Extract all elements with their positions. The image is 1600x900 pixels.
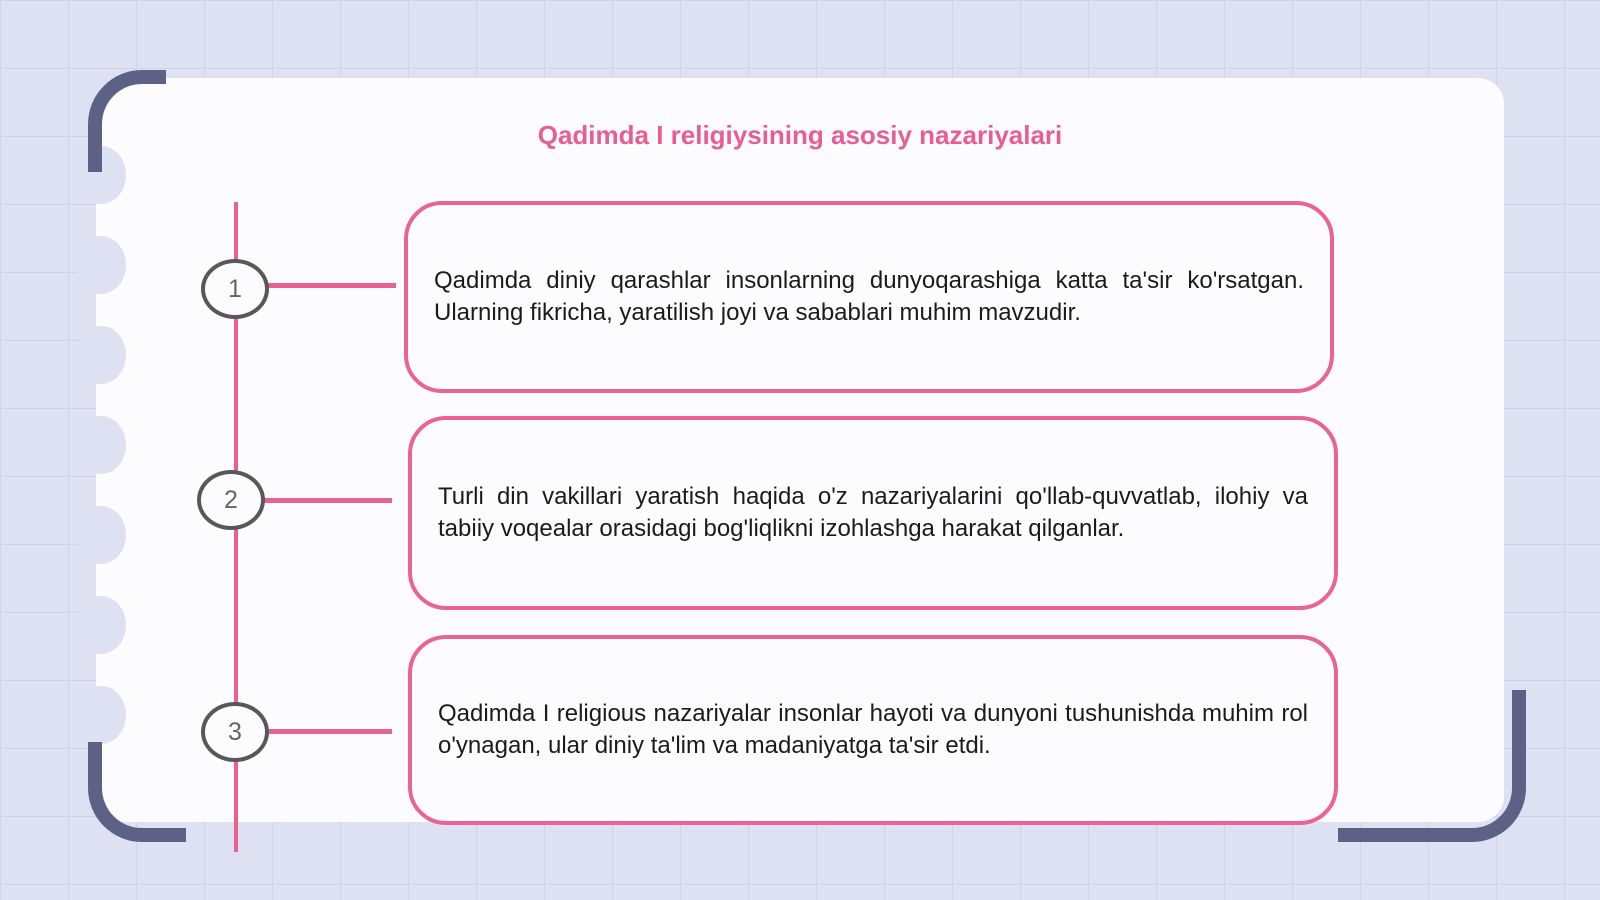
step-number-1: 1 bbox=[201, 259, 269, 319]
corner-bracket-top-left bbox=[88, 70, 166, 172]
card-notch bbox=[76, 416, 126, 474]
card-notch bbox=[76, 326, 126, 384]
card-notch bbox=[76, 596, 126, 654]
theory-text-1: Qadimda diniy qarashlar insonlarning dunyoqarashiga katta ta'sir ko'rsatgan. Ularning fikricha, yaratilish joyi va sabablari muhim mavzudir. bbox=[434, 267, 1304, 326]
timeline-connector bbox=[262, 498, 392, 503]
card-notch bbox=[76, 686, 126, 744]
timeline-connector bbox=[266, 729, 392, 734]
theory-box-1 bbox=[404, 201, 1334, 393]
step-number-2: 2 bbox=[197, 470, 265, 530]
theory-text-2: Turli din vakillari yaratish haqida o'z nazariyalarini qo'llab-quvvatlab, ilohiy va tabiiy voqealar orasidagi bog'liqlikni izohlashga harakat qilganlar. bbox=[438, 483, 1308, 542]
card-notch bbox=[76, 506, 126, 564]
step-number-3: 3 bbox=[201, 702, 269, 762]
theory-text-3: Qadimda I religious nazariyalar insonlar hayoti va dunyoni tushunishda muhim rol o'ynagan, ular diniy ta'lim va madaniyatga ta'sir etdi. bbox=[438, 700, 1308, 759]
corner-bracket-bottom-left bbox=[88, 742, 186, 842]
timeline-connector bbox=[266, 283, 396, 288]
slide-title: Qadimda I religiysining asosiy nazariyalari bbox=[537, 120, 1063, 150]
corner-bracket-bottom-right bbox=[1338, 690, 1526, 842]
theory-box-2 bbox=[408, 416, 1338, 610]
theory-box-3 bbox=[408, 635, 1338, 825]
card-notch bbox=[76, 236, 126, 294]
